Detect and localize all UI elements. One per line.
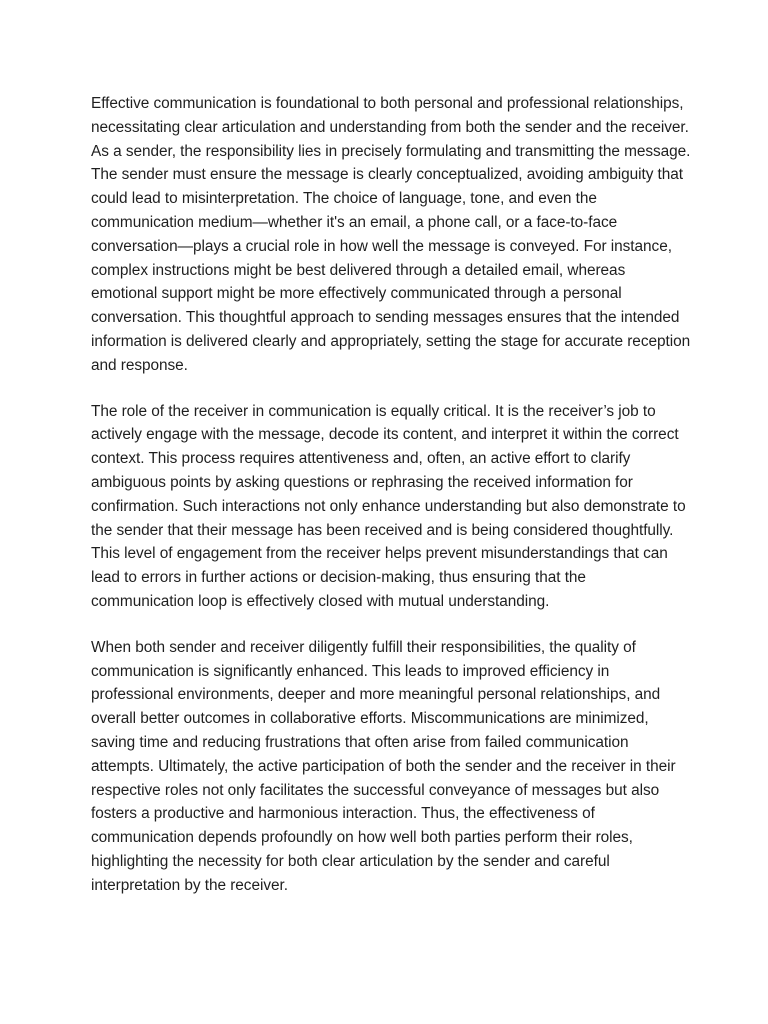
paragraph-conclusion: When both sender and receiver diligently fulfill their responsibilities, the quality of communication is significantly enhanced. This leads to improved efficiency in professional environments, deeper and more meaningful personal relationships, and overall better outcomes in collaborative efforts. Miscommunications are minimized, saving time and reducing frustrations that often arise from failed communication attempts. Ultimately, the active participation of both the sender and the receiver in their respective roles not only facilitates the successful conveyance of messages but also fosters a productive and harmonious interaction. Thus, the effectiveness of communication depends profoundly on how well both parties perform their roles, highlighting the necessity for both clear articulation by the sender and careful interpretation by the receiver.: [91, 638, 676, 894]
document-body: [91, 92, 691, 920]
paragraph-receiver-role: The role of the receiver in communication is equally critical. It is the receiver’s job to actively engage with the message, decode its content, and interpret it within the correct context. This process requires attentiveness and, often, an active effort to clarify ambiguous points by asking questions or rephrasing the received information for confirmation. Such interactions not only enhance understanding but also demonstrate to the sender that their message has been received and is being considered thoughtfully. This level of engagement from the receiver helps prevent misunderstandings that can lead to errors in further actions or decision-making, thus ensuring that the communication loop is effectively closed with mutual understanding.: [91, 402, 686, 610]
paragraph-sender-role: Effective communication is foundational to both personal and professional relationships, necessitating clear articulation and understanding from both the sender and the receiver. As a sender, the responsibility lies in precisely formulating and transmitting the message. The sender must ensure the message is clearly conceptualized, avoiding ambiguity that could lead to misinterpretation. The choice of language, tone, and even the communication medium—whether it's an email, a phone call, or a face-to-face conversation—plays a crucial role in how well the message is conveyed. For instance, complex instructions might be best delivered through a detailed email, whereas emotional support might be more effectively communicated through a personal conversation. This thoughtful approach to sending messages ensures that the intended information is delivered clearly and appropriately, setting the stage for accurate reception and response.: [91, 95, 691, 374]
